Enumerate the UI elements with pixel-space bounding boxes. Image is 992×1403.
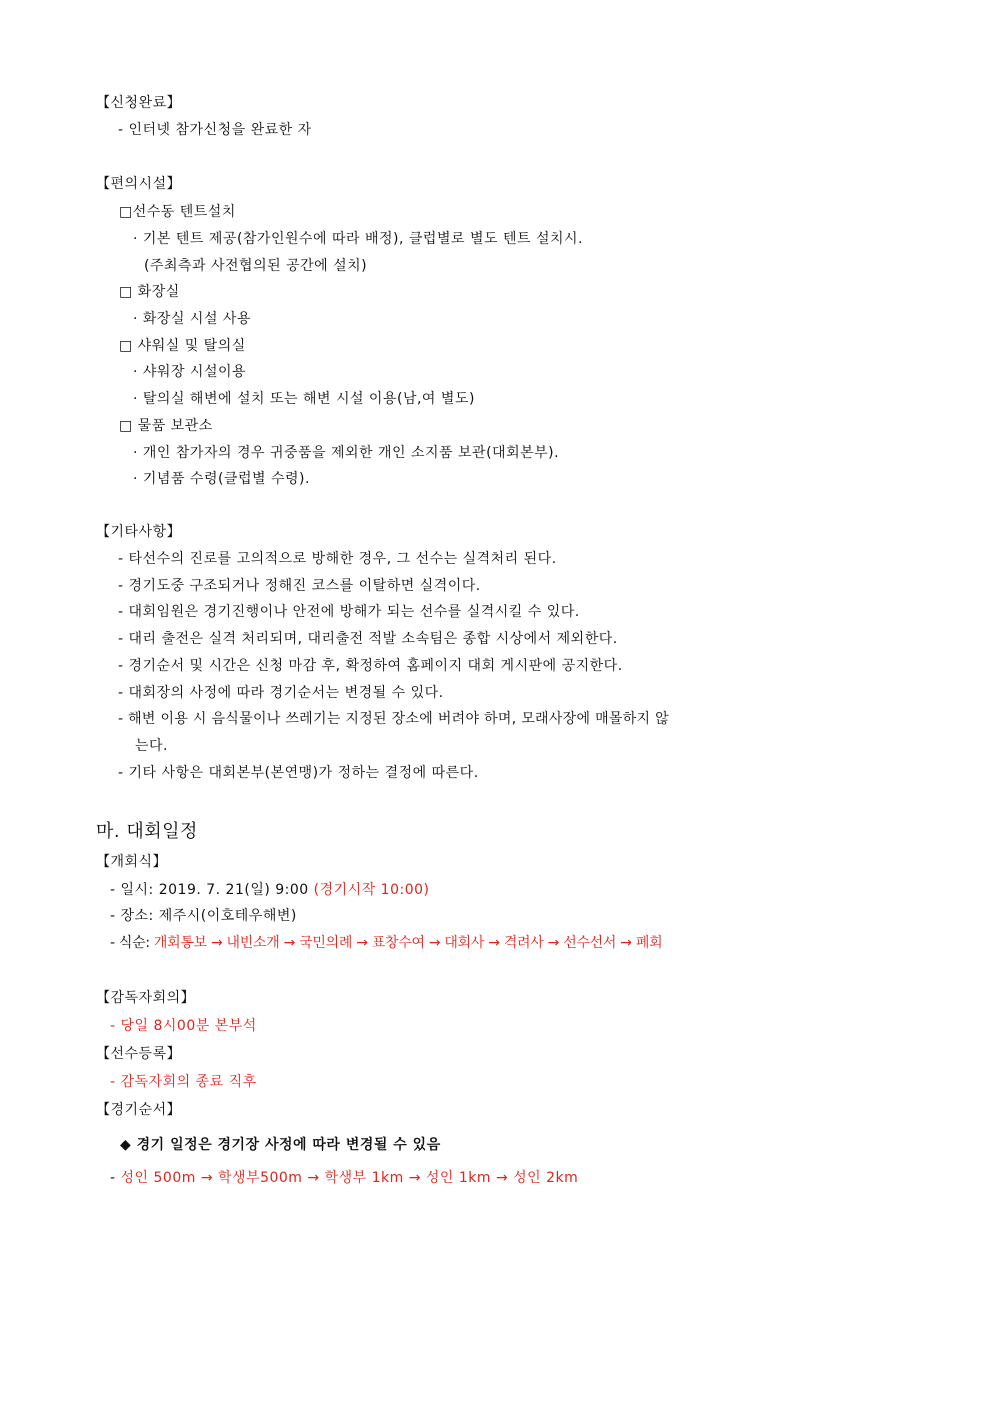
storage-title: □ 물품 보관소 <box>119 418 213 434</box>
tent-line2: (주최측과 사전협의된 공간에 설치) <box>144 258 368 274</box>
facilities-heading: 【편의시설】 <box>96 176 182 192</box>
opening-start-note: (경기시작 10:00) <box>313 882 430 898</box>
opening-order-label: - 식순: <box>110 935 154 951</box>
opening-date <box>110 879 429 899</box>
other-item: - 대리 출전은 실격 처리되며, 대리출전 적발 소속팀은 종합 시상에서 제외한다. <box>118 631 618 647</box>
opening-heading: 【개회식】 <box>96 854 168 870</box>
meeting-heading: 【감독자회의】 <box>96 990 196 1006</box>
tent-line1: · 기본 텐트 제공(참가인원수에 따라 배정), 클럽별로 별도 텐트 설치시. <box>133 231 583 247</box>
race-order-sequence <box>110 1167 578 1187</box>
registration-heading: 【선수등록】 <box>96 1046 182 1062</box>
opening-order <box>110 932 662 952</box>
shower-title: □ 샤워실 및 탈의실 <box>119 338 246 354</box>
shower-line2: · 탈의실 해변에 설치 또는 해변 시설 이용(남,여 별도) <box>133 391 475 407</box>
other-item: - 대회장의 사정에 따라 경기순서는 변경될 수 있다. <box>118 685 444 701</box>
opening-order-sequence: 개회통보 → 내빈소개 → 국민의례 → 표창수여 → 대회사 → 격려사 → 선수선서 → 폐회 <box>153 935 663 951</box>
storage-line1: · 개인 참가자의 경우 귀중품을 제외한 개인 소지품 보관(대회본부). <box>133 445 560 461</box>
other-item: - 대회임원은 경기진행이나 안전에 방해가 되는 선수를 실격시킬 수 있다. <box>118 604 580 620</box>
other-item: - 기타 사항은 대회본부(본연맹)가 정하는 결정에 따른다. <box>118 765 479 781</box>
other-item-continued: 는다. <box>135 738 168 754</box>
tent-title: □선수동 텐트설치 <box>119 204 236 220</box>
race-order-value: 성인 500m → 학생부500m → 학생부 1km → 성인 1km → 성인 2km <box>120 1170 579 1186</box>
toilet-title: □ 화장실 <box>119 284 180 300</box>
other-item: - 타선수의 진로를 고의적으로 방해한 경우, 그 선수는 실격처리 된다. <box>118 551 557 567</box>
storage-line2: · 기념품 수령(클럽별 수령). <box>133 471 310 487</box>
race-order-heading: 【경기순서】 <box>96 1102 182 1118</box>
other-item: - 경기도중 구조되거나 정해진 코스를 이탈하면 실격이다. <box>118 578 481 594</box>
other-heading: 【기타사항】 <box>96 524 182 540</box>
race-order-dash: - <box>110 1170 121 1186</box>
registration-item: - 감독자회의 종료 직후 <box>110 1074 257 1090</box>
opening-date-text: - 일시: 2019. 7. 21(일) 9:00 <box>110 882 314 898</box>
other-item: - 해변 이용 시 음식물이나 쓰레기는 지정된 장소에 버려야 하며, 모래사장에 매몰하지 않 <box>118 711 669 727</box>
race-order-notice: ◆ 경기 일정은 경기장 사정에 따라 변경될 수 있음 <box>120 1137 441 1153</box>
apply-heading: 【신청완료】 <box>96 95 182 111</box>
other-item: - 경기순서 및 시간은 신청 마감 후, 확정하여 홈페이지 대회 게시판에 공지한다. <box>118 658 623 674</box>
shower-line1: · 샤워장 시설이용 <box>133 364 247 380</box>
opening-place: - 장소: 제주시(이호테우해변) <box>110 908 297 924</box>
toilet-line1: · 화장실 시설 사용 <box>133 311 251 327</box>
apply-item: - 인터넷 참가신청을 완료한 자 <box>118 122 312 138</box>
meeting-item: - 당일 8시00분 본부석 <box>110 1018 257 1034</box>
schedule-title: 마. 대회일정 <box>96 821 198 842</box>
